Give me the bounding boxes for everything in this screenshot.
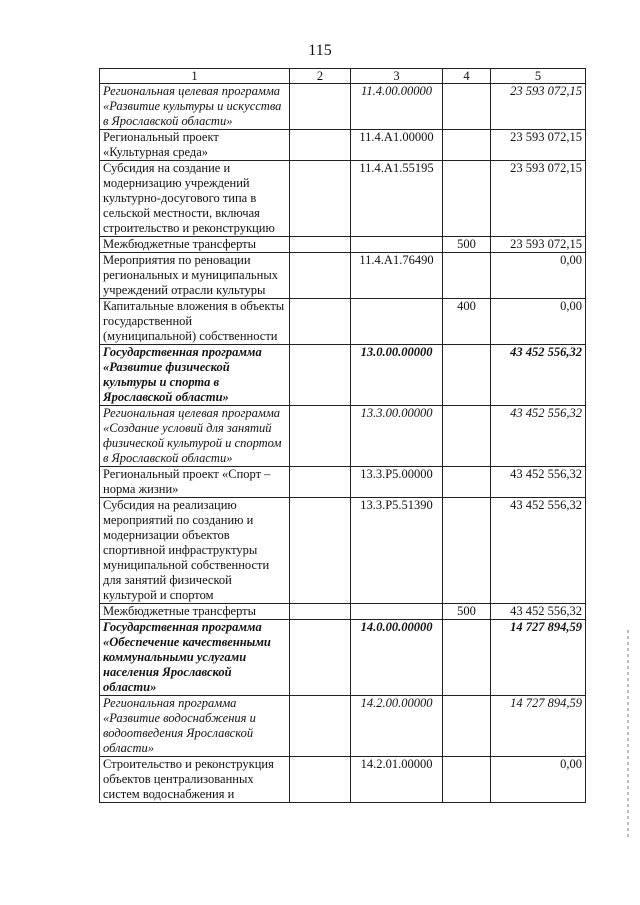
table-row (100, 345, 586, 406)
row-sum-cell: 14 727 894,59 (491, 696, 586, 757)
table-row (100, 757, 586, 803)
row-sum-cell: 23 593 072,15 (491, 161, 586, 237)
row-col2-cell (290, 130, 351, 161)
row-name-cell: Капитальные вложения в объекты государственной (муниципальной) собственности (100, 299, 290, 345)
header-cell-5: 5 (491, 69, 586, 84)
row-code-cell: 13.0.00.00000 (351, 345, 443, 406)
row-sum-cell: 23 593 072,15 (491, 130, 586, 161)
row-sum-cell: 14 727 894,59 (491, 620, 586, 696)
scan-margin-mark (627, 630, 629, 840)
table-row (100, 620, 586, 696)
table-row (100, 161, 586, 237)
row-col2-cell (290, 299, 351, 345)
table-row (100, 130, 586, 161)
row-sum-cell: 23 593 072,15 (491, 237, 586, 253)
row-name-cell: Региональный проект «Культурная среда» (100, 130, 290, 161)
row-type-cell (443, 406, 491, 467)
table-row (100, 299, 586, 345)
table-row (100, 604, 586, 620)
row-code-cell (351, 604, 443, 620)
row-code-cell (351, 299, 443, 345)
row-name-cell: Государственная программа «Обеспечение качественными коммунальными услугами населения Ярославской области» (100, 620, 290, 696)
row-col2-cell (290, 757, 351, 803)
row-type-cell (443, 84, 491, 130)
row-sum-cell: 0,00 (491, 757, 586, 803)
row-code-cell: 14.0.00.00000 (351, 620, 443, 696)
row-sum-cell: 0,00 (491, 253, 586, 299)
row-col2-cell (290, 345, 351, 406)
budget-table (99, 68, 586, 803)
table-row (100, 253, 586, 299)
row-col2-cell (290, 161, 351, 237)
table-header-row (100, 69, 586, 84)
row-code-cell: 14.2.00.00000 (351, 696, 443, 757)
row-col2-cell (290, 498, 351, 604)
row-type-cell (443, 620, 491, 696)
row-type-cell: 400 (443, 299, 491, 345)
row-col2-cell (290, 467, 351, 498)
row-name-cell: Региональная целевая программа «Создание условий для занятий физической культурой и спортом в Ярославской области» (100, 406, 290, 467)
row-code-cell: 11.4.A1.76490 (351, 253, 443, 299)
row-col2-cell (290, 84, 351, 130)
header-cell-2: 2 (290, 69, 351, 84)
table-row (100, 498, 586, 604)
table-row (100, 237, 586, 253)
row-col2-cell (290, 620, 351, 696)
row-code-cell: 13.3.P5.00000 (351, 467, 443, 498)
row-name-cell: Межбюджетные трансферты (100, 604, 290, 620)
row-sum-cell: 43 452 556,32 (491, 604, 586, 620)
header-cell-1: 1 (100, 69, 290, 84)
row-code-cell: 13.3.P5.51390 (351, 498, 443, 604)
row-type-cell (443, 345, 491, 406)
row-sum-cell: 43 452 556,32 (491, 498, 586, 604)
page-number: 115 (308, 42, 332, 59)
row-type-cell (443, 467, 491, 498)
row-sum-cell: 0,00 (491, 299, 586, 345)
row-code-cell: 11.4.A1.55195 (351, 161, 443, 237)
row-sum-cell: 43 452 556,32 (491, 467, 586, 498)
row-col2-cell (290, 604, 351, 620)
row-code-cell (351, 237, 443, 253)
row-name-cell: Субсидия на создание и модернизацию учреждений культурно-досугового типа в сельской местности, включая строительство и реконструкцию (100, 161, 290, 237)
row-code-cell: 13.3.00.00000 (351, 406, 443, 467)
row-name-cell: Межбюджетные трансферты (100, 237, 290, 253)
row-code-cell: 11.4.A1.00000 (351, 130, 443, 161)
row-name-cell: Региональная программа «Развитие водоснабжения и водоотведения Ярославской области» (100, 696, 290, 757)
row-name-cell: Региональная целевая программа «Развитие культуры и искусства в Ярославской области» (100, 84, 290, 130)
row-type-cell (443, 253, 491, 299)
row-type-cell (443, 161, 491, 237)
row-type-cell (443, 696, 491, 757)
row-col2-cell (290, 406, 351, 467)
row-code-cell: 11.4.00.00000 (351, 84, 443, 130)
row-name-cell: Субсидия на реализацию мероприятий по созданию и модернизации объектов спортивной инфраструктуры муниципальной собственности для занятий физической культурой и спортом (100, 498, 290, 604)
row-type-cell (443, 757, 491, 803)
row-type-cell (443, 498, 491, 604)
row-sum-cell: 43 452 556,32 (491, 345, 586, 406)
row-sum-cell: 43 452 556,32 (491, 406, 586, 467)
table-row (100, 406, 586, 467)
row-type-cell: 500 (443, 604, 491, 620)
row-col2-cell (290, 696, 351, 757)
row-sum-cell: 23 593 072,15 (491, 84, 586, 130)
header-cell-4: 4 (443, 69, 491, 84)
row-col2-cell (290, 253, 351, 299)
row-type-cell: 500 (443, 237, 491, 253)
row-type-cell (443, 130, 491, 161)
row-col2-cell (290, 237, 351, 253)
table-row (100, 467, 586, 498)
row-name-cell: Мероприятия по реновации региональных и муниципальных учреждений отрасли культуры (100, 253, 290, 299)
row-name-cell: Строительство и реконструкция объектов централизованных систем водоснабжения и (100, 757, 290, 803)
row-code-cell: 14.2.01.00000 (351, 757, 443, 803)
table-row (100, 84, 586, 130)
row-name-cell: Государственная программа «Развитие физической культуры и спорта в Ярославской области» (100, 345, 290, 406)
header-cell-3: 3 (351, 69, 443, 84)
row-name-cell: Региональный проект «Спорт – норма жизни» (100, 467, 290, 498)
table-row (100, 696, 586, 757)
